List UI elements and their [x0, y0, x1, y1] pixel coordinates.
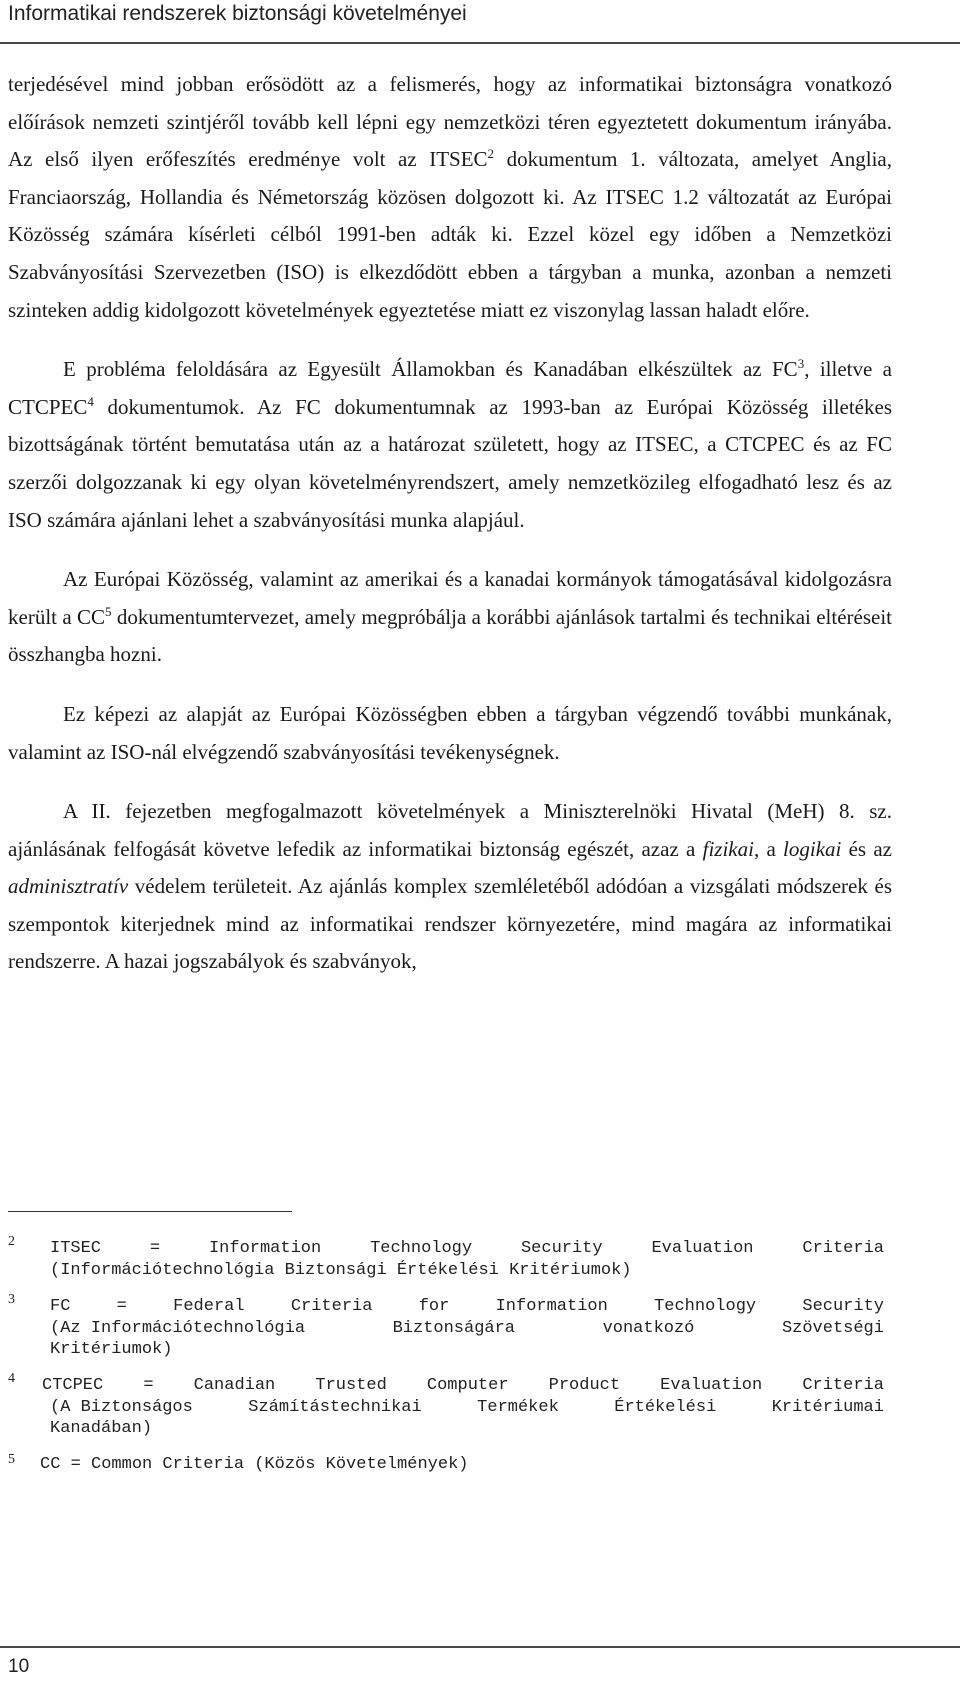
- footnote-line: CC = Common Criteria (Közös Követelmények): [40, 1455, 469, 1474]
- paragraph-3: Az Európai Közösség, valamint az amerikai és a kanadai kormányok támogatásával kidolgozásra került a $CC^5$ dokumentumtervezet, amely megpróbálja a korábbi ajánlások tartalmi és technikai eltéréseit összhangba hozni.: [8, 567, 892, 667]
- footnote-number: 2: [8, 1234, 15, 1249]
- footnote-number: 4: [8, 1371, 15, 1386]
- footnote-number: 3: [8, 1292, 15, 1307]
- footnote-4: [42, 1375, 884, 1440]
- footnote-line: (A Biztonságos Számítástechnikai Termékek Értékelési Kritériumai: [50, 1397, 884, 1417]
- running-header: Informatikai rendszerek biztonsági követelményei: [8, 2, 467, 25]
- footnote-5: [40, 1454, 884, 1476]
- header-rule: [0, 42, 960, 44]
- footnote-ref-4[interactable]: 4: [87, 393, 94, 409]
- footnote-line: Kritériumok): [50, 1340, 173, 1359]
- page-number: 10: [8, 1656, 30, 1677]
- footnote-2: [50, 1238, 884, 1281]
- paragraph-5: A II. fejezetben megfogalmazott követelmények a Miniszterelnöki Hivatal (MeH) 8. sz. ajánlásának felfogását követve lefedik az informatikai biztonság egészét, azaz a fizikai, a logikai és az adminisztratív védelem területeit. Az ajánlás komplex szemléletéből adódóan a vizsgálati módszerek és szempontok kiterjednek mind az informatikai rendszer környezetére, mind magára az informatikai rendszerre. A hazai jogszabályok és szabványok,: [8, 799, 892, 974]
- footnote-ref-5[interactable]: 5: [105, 603, 112, 619]
- paragraph-2: E probléma feloldására az Egyesült Államokban és Kanadában elkészültek az $FC^3$, illetve a CTCPEC$^4$ dokumentumok. Az FC dokumentumnak az 1993-ban az Európai Közösség illetékes bizottságának történt bemutatása után az a határozat született, hogy az ITSEC, a CTCPEC és az FC szerzői dolgozzanak ki egy olyan követelményrendszert, amely nemzetközileg elfogadható lesz és az ISO számára ajánlani lehet a szabványosítási munka alapjául.: [8, 356, 892, 532]
- footnote-line: ITSEC = Information Technology Security Evaluation Criteria: [50, 1239, 884, 1258]
- footnote-number: 5: [8, 1452, 15, 1467]
- paragraph-1: terjedésével mind jobban erősödött az a felismerés, hogy az informatikai biztonságra vonatkozó előírások nemzeti szintjéről tovább kell lépni egy nemzetközi téren egyeztetett dokumentum irányába. Az első ilyen erőfeszítés eredménye volt az ITSEC$^2$ dokumentum 1. változata, amelyet Anglia, Franciaország, Hollandia és Németország közösen dolgozott ki. Az ITSEC 1.2 változatát az Európai Közösség számára kísérleti célból 1991-ben adták ki. Ezzel közel egy időben a Nemzetközi Szabványosítási Szervezetben (ISO) is elkezdődött ebben a tárgyban a munka, azonban a nemzeti szinteken addig kidolgozott követelmények egyeztetése miatt ez viszonylag lassan haladt előre.: [8, 72, 893, 322]
- footnote-line: Kanadában): [50, 1419, 153, 1438]
- footnote-line: (Az Információtechnológia Biztonságára vonatkozó Szövetségi: [50, 1318, 884, 1338]
- footnote-line: FC = Federal Criteria for Information Technology Security: [50, 1297, 884, 1316]
- footnote-line: (Információtechnológia Biztonsági Értékelési Kritériumok): [50, 1260, 632, 1280]
- footer-rule: [0, 1646, 960, 1648]
- footnote-3: [50, 1296, 884, 1361]
- footnote-ref-3[interactable]: 3: [797, 356, 805, 372]
- body-text: [8, 66, 892, 981]
- footnote-ref-2[interactable]: 2: [487, 146, 495, 162]
- paragraph-4: Ez képezi az alapját az Európai Közösségben ebben a tárgyban végzendő további munkának, valamint az ISO-nál elvégzendő szabványosítási tevékenységnek.: [8, 701, 892, 764]
- footnote-line: CTCPEC = Canadian Trusted Computer Product Evaluation Criteria: [42, 1376, 884, 1395]
- footnote-separator: [8, 1211, 292, 1212]
